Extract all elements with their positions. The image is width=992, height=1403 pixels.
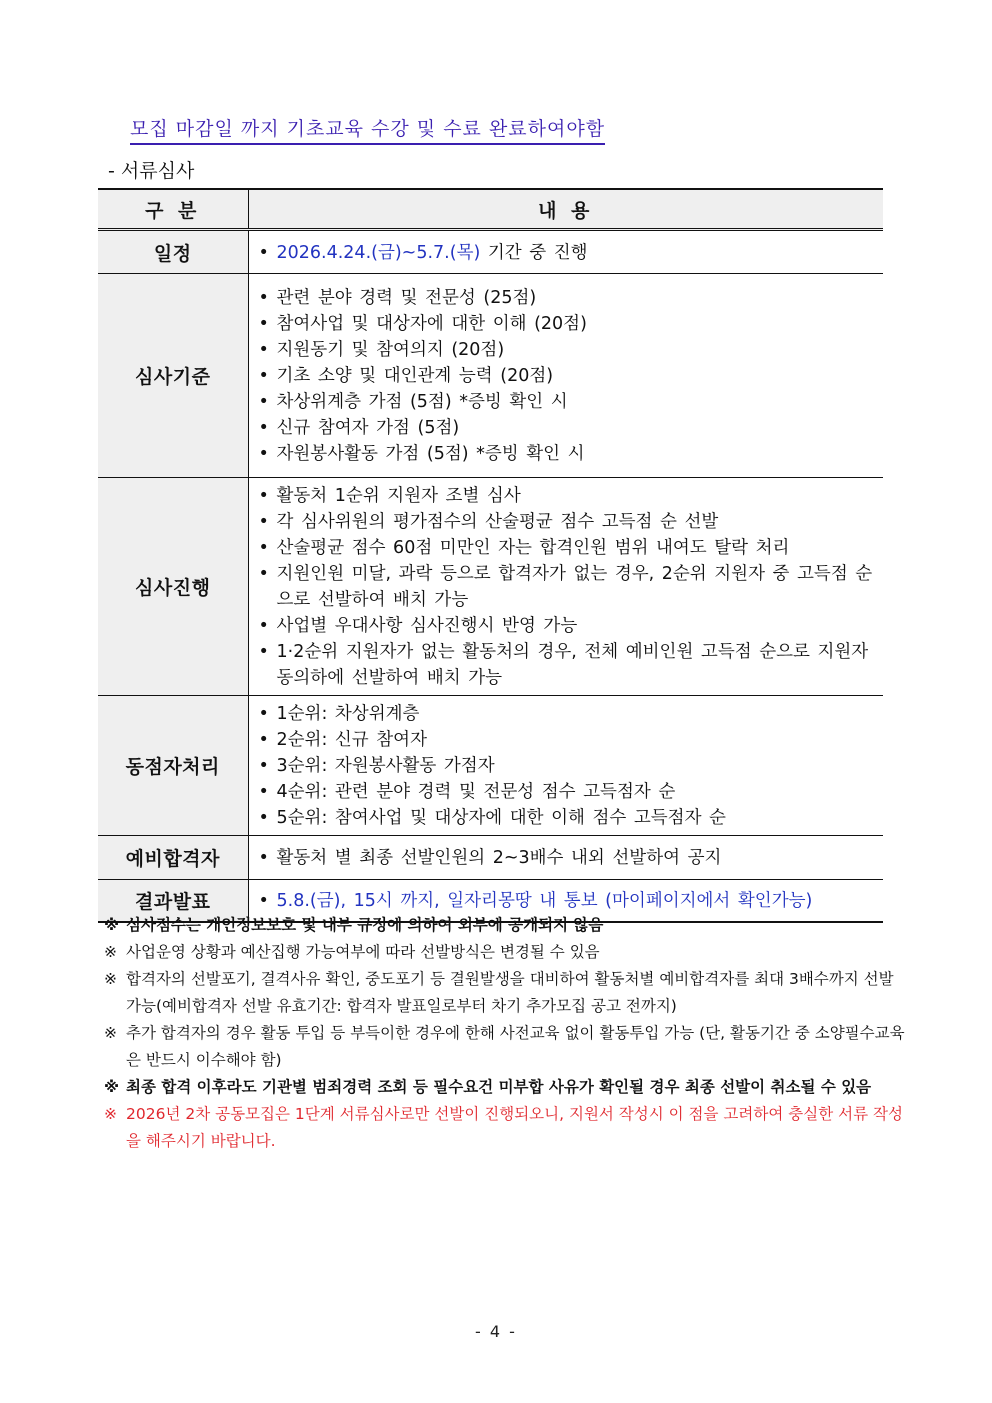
reference-mark-icon: ※ xyxy=(104,970,117,988)
table-row xyxy=(98,836,883,880)
list-item xyxy=(259,561,878,613)
list-item xyxy=(259,805,878,831)
row-content xyxy=(248,274,883,478)
table-row xyxy=(98,274,883,478)
list-item xyxy=(259,240,878,266)
highlight-text: 2026.4.24.(금)~5.7.(목) xyxy=(276,242,481,263)
header-content: 내 용 xyxy=(248,189,883,230)
row-content xyxy=(248,478,883,696)
item-text: 지원인원 미달, 과락 등으로 합격자가 없는 경우, 2순위 지원자 중 고득점 순으로 선발하여 배치 가능 xyxy=(276,564,873,610)
bullet-list xyxy=(259,285,878,467)
item-text: 차상위계층 가점 (5점) *증빙 확인 시 xyxy=(276,392,568,412)
row-content xyxy=(248,696,883,836)
list-item xyxy=(259,311,878,337)
note-text: 최종 합격 이후라도 기관별 범죄경력 조회 등 필수요건 미부합 사유가 확인될 경우 최종 선발이 취소될 수 있음 xyxy=(126,1078,872,1096)
list-item xyxy=(259,779,878,805)
row-category: 동점자처리 xyxy=(98,696,248,836)
note-text: 추가 합격자의 경우 활동 투입 등 부득이한 경우에 한해 사전교육 없이 활동투입 가능 (단, 활동기간 중 소양필수교육은 반드시 이수해야 함) xyxy=(126,1024,905,1069)
note-item xyxy=(104,912,912,939)
list-item xyxy=(259,727,878,753)
item-text: 기간 중 진행 xyxy=(480,242,588,263)
item-text: 기초 소양 및 대인관계 능력 (20점) xyxy=(276,366,554,386)
list-item xyxy=(259,363,878,389)
reference-mark-icon: ※ xyxy=(104,1078,120,1096)
note-item xyxy=(104,1074,912,1101)
item-text: 관련 분야 경력 및 전문성 (25점) xyxy=(276,288,537,308)
note-item xyxy=(104,1020,912,1074)
notes-list xyxy=(104,912,912,1155)
item-text: 5순위: 참여사업 및 대상자에 대한 이해 점수 고득점자 순 xyxy=(276,808,726,828)
row-category: 결과발표 xyxy=(98,880,248,922)
note-text: 심사점수는 개인정보보호 및 내부 규정에 의하여 외부에 공개되지 않음 xyxy=(126,916,604,934)
list-item xyxy=(259,389,878,415)
row-content xyxy=(248,230,883,274)
table-row xyxy=(98,230,883,274)
list-item xyxy=(259,613,878,639)
review-table xyxy=(98,188,883,923)
header-category: 구 분 xyxy=(98,189,248,230)
item-text: 각 심사위원의 평가점수의 산술평균 점수 고득점 순 선발 xyxy=(276,512,719,532)
list-item xyxy=(259,509,878,535)
row-category: 심사진행 xyxy=(98,478,248,696)
item-text: 2순위: 신규 참여자 xyxy=(276,730,427,750)
item-text: 사업별 우대사항 심사진행시 반영 가능 xyxy=(276,616,578,636)
highlight-text: 5.8.(금), 15시 까지, 일자리몽땅 내 통보 (마이페이지에서 확인가능) xyxy=(276,890,813,911)
item-text: 1순위: 차상위계층 xyxy=(276,704,420,724)
item-text: 신규 참여자 가점 (5점) xyxy=(276,418,460,438)
list-item xyxy=(259,415,878,441)
item-text: 활동처 별 최종 선발인원의 2~3배수 내외 선발하여 공지 xyxy=(276,848,722,868)
section-title: - 서류심사 xyxy=(108,160,195,182)
note-item xyxy=(104,1101,912,1155)
list-item xyxy=(259,888,878,914)
note-text: 2026년 2차 공동모집은 1단계 서류심사로만 선발이 진행되오니, 지원서 작성시 이 점을 고려하여 충실한 서류 작성을 해주시기 바랍니다. xyxy=(126,1105,903,1150)
table-header xyxy=(98,189,883,230)
item-text: 참여사업 및 대상자에 대한 이해 (20점) xyxy=(276,314,587,334)
item-text: 1·2순위 지원자가 없는 활동처의 경우, 전체 예비인원 고득점 순으로 지원자 동의하에 선발하여 배치 가능 xyxy=(276,642,869,688)
table-row xyxy=(98,696,883,836)
reference-mark-icon: ※ xyxy=(104,916,120,934)
bullet-list xyxy=(259,888,878,914)
item-text: 자원봉사활동 가점 (5점) *증빙 확인 시 xyxy=(276,444,585,464)
note-item xyxy=(104,966,912,1020)
row-category: 일정 xyxy=(98,230,248,274)
table-row xyxy=(98,478,883,696)
row-category: 예비합격자 xyxy=(98,836,248,880)
reference-mark-icon: ※ xyxy=(104,1105,117,1123)
list-item xyxy=(259,701,878,727)
list-item xyxy=(259,535,878,561)
row-category: 심사기준 xyxy=(98,274,248,478)
item-text: 3순위: 자원봉사활동 가점자 xyxy=(276,756,495,776)
bullet-list xyxy=(259,483,878,691)
note-text: 사업운영 상황과 예산집행 가능여부에 따라 선발방식은 변경될 수 있음 xyxy=(126,943,600,961)
item-text: 지원동기 및 참여의지 (20점) xyxy=(276,340,505,360)
list-item xyxy=(259,753,878,779)
list-item xyxy=(259,483,878,509)
list-item xyxy=(259,845,878,871)
notice-title: 모집 마감일 까지 기초교육 수강 및 수료 완료하여야함 xyxy=(130,116,605,145)
note-text: 합격자의 선발포기, 결격사유 확인, 중도포기 등 결원발생을 대비하여 활동처별 예비합격자를 최대 3배수까지 선발 가능(예비합격자 선발 유효기간: 합격자 발표일로부터 차기 추가모집 공고 전까지) xyxy=(126,970,894,1015)
page-number: - 4 - xyxy=(475,1322,517,1341)
list-item xyxy=(259,337,878,363)
row-content xyxy=(248,836,883,880)
bullet-list xyxy=(259,240,878,266)
bullet-list xyxy=(259,845,878,871)
item-text: 4순위: 관련 분야 경력 및 전문성 점수 고득점자 순 xyxy=(276,782,676,802)
bullet-list xyxy=(259,701,878,831)
list-item xyxy=(259,639,878,691)
list-item xyxy=(259,441,878,467)
note-item xyxy=(104,939,912,966)
item-text: 산술평균 점수 60점 미만인 자는 합격인원 범위 내여도 탈락 처리 xyxy=(276,538,790,558)
reference-mark-icon: ※ xyxy=(104,1024,117,1042)
table-body xyxy=(98,230,883,922)
item-text: 활동처 1순위 지원자 조별 심사 xyxy=(276,486,521,506)
reference-mark-icon: ※ xyxy=(104,943,117,961)
list-item xyxy=(259,285,878,311)
